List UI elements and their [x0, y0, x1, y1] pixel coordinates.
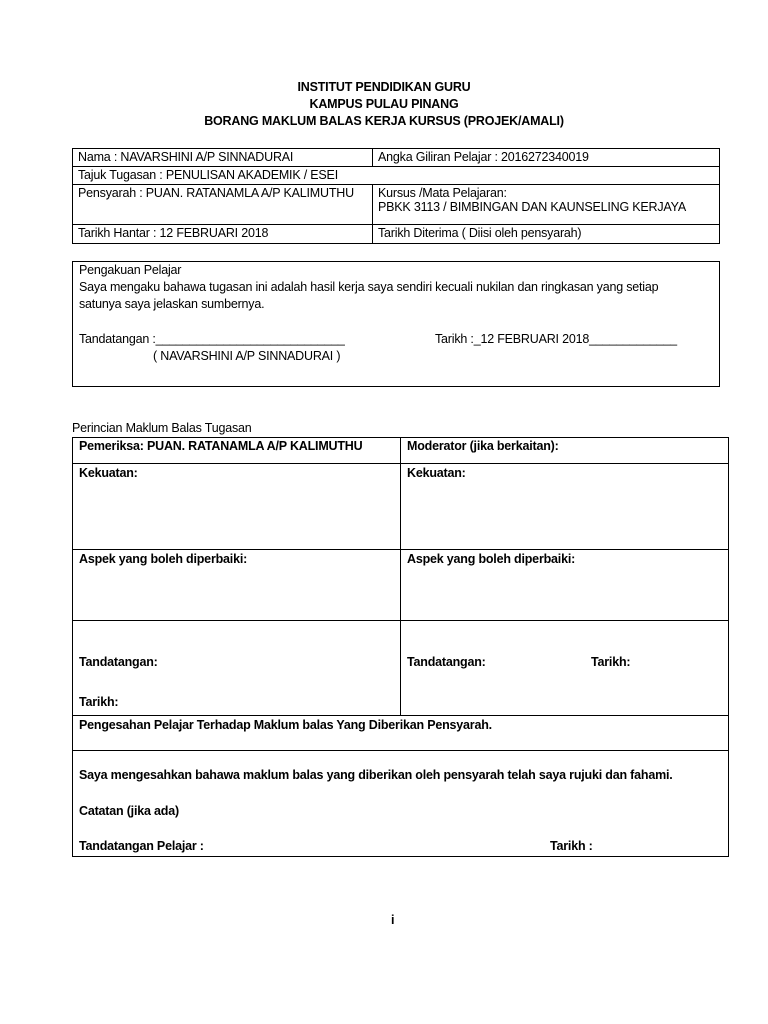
institution-title: INSTITUT PENDIDIKAN GURU	[297, 80, 471, 94]
signature-right-cell	[401, 621, 729, 716]
moderator-text: Moderator (jika berkaitan):	[407, 439, 559, 453]
tarikh-right-label: Tarikh:	[591, 655, 631, 669]
kursus-value: PBKK 3113 / BIMBINGAN DAN KAUNSELING KERJAYA	[378, 200, 686, 214]
tajuk-text: Tajuk Tugasan : PENULISAN AKADEMIK / ESEI	[78, 168, 338, 182]
kekuatan-left-cell	[73, 464, 401, 550]
feedback-table	[72, 437, 729, 857]
pengakuan-text-line2: satunya saya jelaskan sumbernya.	[79, 297, 265, 311]
kekuatan-right-label: Kekuatan:	[407, 466, 466, 480]
angka-giliran-text: Angka Giliran Pelajar : 2016272340019	[378, 150, 589, 164]
pengesahan-heading-cell	[73, 716, 729, 751]
nama-text: Nama : NAVARSHINI A/P SINNADURAI	[78, 150, 294, 164]
angka-giliran-cell	[373, 149, 720, 167]
pensyarah-text: Pensyarah : PUAN. RATANAMLA A/P KALIMUTHU	[78, 186, 354, 200]
tandatangan-right-label: Tandatangan:	[407, 655, 486, 669]
aspek-left-label: Aspek yang boleh diperbaiki:	[79, 552, 248, 566]
pengakuan-student-name: ( NAVARSHINI A/P SINNADURAI )	[153, 349, 341, 363]
tarikh-hantar-cell	[73, 225, 373, 244]
signature-left-cell	[73, 621, 401, 716]
pengesahan-body-cell	[73, 751, 729, 857]
student-info-table	[72, 148, 720, 244]
pengakuan-date: Tarikh :_12 FEBRUARI 2018_____________	[435, 332, 677, 346]
catatan-label: Catatan (jika ada)	[79, 804, 179, 818]
aspek-right-label: Aspek yang boleh diperbaiki:	[407, 552, 576, 566]
pengakuan-text-line1: Saya mengaku bahawa tugasan ini adalah hasil kerja saya sendiri kecuali nukilan dan ringkasan yang setiap	[79, 280, 659, 294]
tandatangan-pelajar-label: Tandatangan Pelajar :	[79, 839, 204, 853]
tajuk-cell	[73, 167, 720, 185]
pengakuan-heading: Pengakuan Pelajar	[79, 263, 182, 277]
tarikh-diterima-cell	[373, 225, 720, 244]
tandatangan-left-label: Tandatangan:	[79, 655, 158, 669]
pemeriksa-text: Pemeriksa: PUAN. RATANAMLA A/P KALIMUTHU	[79, 439, 363, 453]
campus-title: KAMPUS PULAU PINANG	[309, 97, 459, 111]
kursus-label: Kursus /Mata Pelajaran:	[378, 186, 507, 200]
aspek-left-cell	[73, 550, 401, 621]
tarikh-pelajar-label: Tarikh :	[550, 839, 593, 853]
pengesahan-text: Saya mengesahkan bahawa maklum balas yang diberikan oleh pensyarah telah saya rujuki dan fahami.	[79, 768, 673, 782]
kekuatan-left-label: Kekuatan:	[79, 466, 138, 480]
pensyarah-cell	[73, 185, 373, 225]
pengakuan-signature-line: Tandatangan :____________________________	[79, 332, 345, 346]
kekuatan-right-cell	[401, 464, 729, 550]
form-title: BORANG MAKLUM BALAS KERJA KURSUS (PROJEK/AMALI)	[204, 114, 564, 128]
aspek-right-cell	[401, 550, 729, 621]
kursus-cell	[373, 185, 720, 225]
moderator-cell	[401, 438, 729, 464]
perincian-heading: Perincian Maklum Balas Tugasan	[72, 421, 252, 435]
page-number: i	[391, 913, 395, 927]
tarikh-diterima-text: Tarikh Diterima ( Diisi oleh pensyarah)	[378, 226, 582, 240]
nama-cell	[73, 149, 373, 167]
pengesahan-heading: Pengesahan Pelajar Terhadap Maklum balas Yang Diberikan Pensyarah.	[79, 718, 492, 732]
pemeriksa-cell	[73, 438, 401, 464]
tarikh-hantar-text: Tarikh Hantar : 12 FEBRUARI 2018	[78, 226, 269, 240]
tarikh-left-label: Tarikh:	[79, 695, 119, 709]
